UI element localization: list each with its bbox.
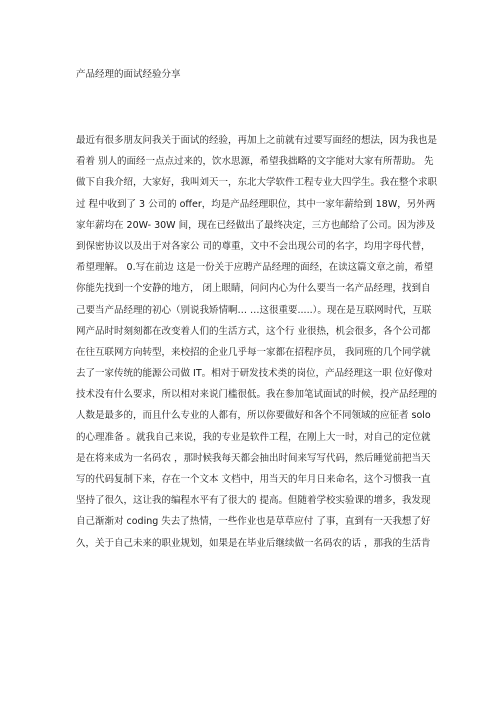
body-line: 看着 别人的面经一点点过来的，饮水思源，希望我拙略的文字能对大家有所帮助。 先 — [76, 156, 434, 168]
body-line: 己要当产品经理的初心（别说我矫情啊… …这很重要.....）。现在是互联网时代，互联 — [76, 304, 432, 316]
body-line: 写的代码复制下来，存在一个文本 文档中，用当天的年月日来命名，这个习惯我一直 — [76, 474, 431, 485]
body-line: 人数是最多的，而且什么专业的人都有，所以你要做好和各个不同领域的应征者 solo — [76, 410, 431, 422]
body-line: 过 程中收到了 3 公司的 offer，均是产品经理职位，其中一家年薪给到 18W，另外两 — [76, 198, 436, 210]
body-line: 是在将来成为一名码农 ，那时候我每天都会抽出时间来写写代码，然后睡觉前把当天 — [76, 452, 431, 464]
body-line: 到保密协议以及出于对各家公 司的尊重，文中不会出现公司的名字，均用字母代替， — [76, 240, 431, 252]
document-body — [76, 130, 436, 554]
body-line: 久，关于自己未来的职业规划，如果是在毕业后继续做一名码农的话 ，那我的生活肯 — [76, 537, 431, 549]
body-line: 网产品时时刻刻都在改变着人们的生活方式，这个行 业很热，机会很多，各个公司都 — [76, 325, 431, 337]
body-line: 坚持了很久，这让我的编程水平有了很大的 提高。但随着学校实验课的增多，我发现 — [76, 495, 431, 507]
body-line: 最近有很多朋友问我关于面试的经验，再加上之前就有过要写面经的想法，因为我也是 — [76, 135, 438, 146]
document-title: 产品经理的面试经验分享 — [76, 69, 181, 80]
body-line: 的心理准备 。就我自己来说，我的专业是软件工程，在刚上大一时，对自己的定位就 — [76, 431, 431, 443]
body-line: 在往互联网方向转型，来校招的企业几乎每一家都在招程序员， 我同班的几个同学就 — [76, 346, 431, 358]
body-line: 技术没有什么要求，所以相对来说门槛很低。我在参加笔试面试的时候，投产品经理的 — [76, 389, 438, 401]
body-line: 家年薪均在 20W- 30W 间，现在已经做出了最终决定，三方也邮给了公司。因为涉及 — [76, 219, 436, 231]
body-line: 你能先找到一个安静的地方， 闭上眼睛，问问内心为什么要当一名产品经理，找到自 — [76, 283, 431, 295]
body-line: 做下自我介绍，大家好，我叫刘天一，东北大学软件工程专业大四学生。我在整个求职 — [76, 177, 438, 189]
body-line: 去了一家传统的能源公司做 IT。相对于研发技术类的岗位，产品经理这一职 位好像对 — [76, 368, 433, 380]
body-line: 自己渐渐对 coding 失去了热情，一些作业也是草草应付 了事，直到有一天我想了好 — [76, 516, 431, 528]
body-line: 希望理解。 0.写在前边 这是一份关于应聘产品经理的面经，在读这篇文章之前，希望 — [76, 262, 434, 274]
